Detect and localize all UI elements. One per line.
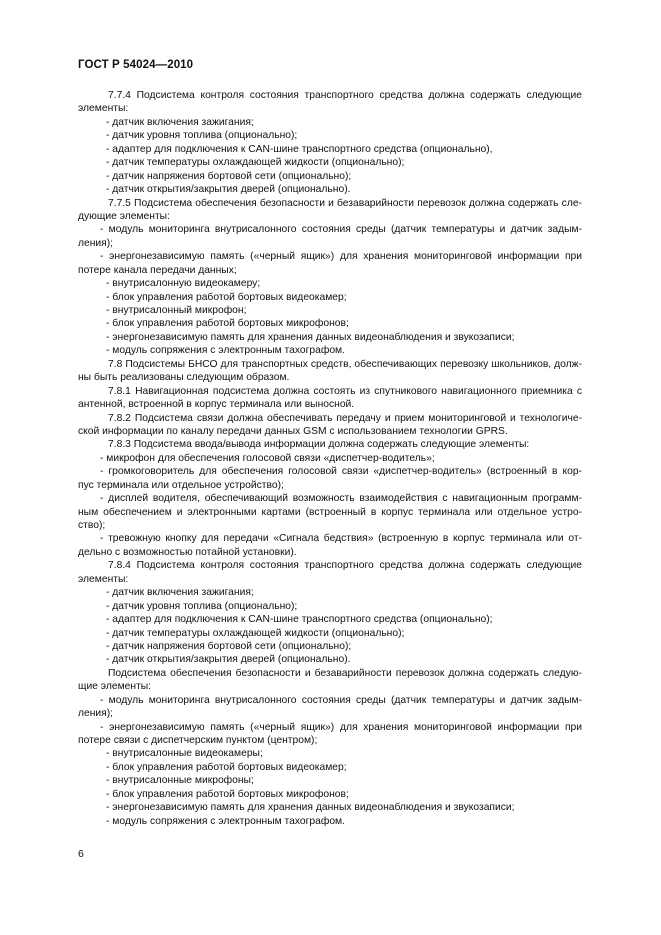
text-line: ления); [78,237,114,249]
text-line: - датчик уровня топлива (опционально); [106,130,298,142]
text-line: - модуль мониторинга внутрисалонного состояния среды (датчик температуры и датчик задым- [100,694,582,706]
text-line: дельно с возможностью потайной установки). [78,546,297,558]
text-line: 7.8.2 Подсистема связи должна обеспечивать передачу и прием мониторинговой и технологиче- [108,412,582,424]
text-line: - модуль мониторинга внутрисалонного состояния среды (датчик температуры и датчик задым- [100,224,582,236]
text-line: - внутрисалонные видеокамеры; [106,748,263,760]
text-line: ным обеспечением и электронными картами (встроенный в корпус терминала или отдельное устро- [78,506,582,518]
text-line: 7.7.5 Подсистема обеспечения безопасности и безаварийности перевозок должна содержать сле- [108,197,582,209]
text-line: 7.7.4 Подсистема контроля состояния транспортного средства должна содержать следующие [108,90,582,101]
text-line: - датчик открытия/закрытия дверей (опционально). [106,184,351,196]
text-line: 7.8.4 Подсистема контроля состояния транспортного средства должна содержать следующие [108,560,582,572]
text-line: ство); [78,520,106,531]
text-line: - громкоговоритель для обеспечения голосовой связи «диспетчер-водитель» (встроенный в кор- [100,466,582,478]
text-line: потере связи с диспетчерским пунктом (центром); [78,735,318,746]
text-line: - модуль сопряжения с электронным тахографом. [106,815,345,827]
text-line: - внутрисалонные микрофоны; [106,775,254,787]
text-line: - энергонезависимую память для хранения данных видеонаблюдения и звукозаписи; [106,331,515,343]
text-line: - энергонезависимую память для хранения данных видеонаблюдения и звукозаписи; [106,802,515,814]
text-line: - энергонезависимую память («черный ящик») для хранения мониторинговой информации при [100,721,582,733]
text-line: элементы: [78,573,129,585]
text-line: - датчик уровня топлива (опционально); [106,600,298,612]
document-body [78,89,582,828]
text-line: - датчик включения зажигания; [106,116,254,128]
text-line: - блок управления работой бортовых микрофонов; [106,788,349,800]
text-line: Подсистема обеспечения безопасности и безаварийности перевозок должна содержать следую- [108,667,582,679]
text-line: - модуль сопряжения с электронным тахографом. [106,345,345,357]
text-line: - датчик температуры охлаждающей жидкости (опционально); [106,157,405,169]
text-line: пус терминала или отдельное устройство); [78,479,284,491]
text-line: - внутрисалонную видеокамеру; [106,278,261,290]
text-line: - адаптер для подключения к CAN-шине транспортного средства (опционально), [106,143,493,155]
text-line: - внутрисалонный микрофон; [106,305,247,316]
text-line: дующие элементы: [78,210,170,222]
text-line: элементы: [78,103,129,115]
text-line: - адаптер для подключения к CAN-шине транспортного средства (опционально); [106,614,493,626]
text-line: щие элементы: [78,681,152,693]
text-line: - микрофон для обеспечения голосовой связи «диспетчер-водитель»; [100,452,435,464]
text-line: 7.8.3 Подсистема ввода/вывода информации должна содержать следующие элементы: [108,439,530,451]
text-line: - датчик открытия/закрытия дверей (опционально). [106,654,351,666]
text-line: - дисплей водителя, обеспечивающий возможность взаимодействия с навигационным программ- [100,493,582,505]
text-line: - датчик напряжения бортовой сети (опционально); [106,170,352,182]
text-line: - датчик температуры охлаждающей жидкости (опционально); [106,627,405,639]
text-line: ны быть реализованы следующим образом. [78,372,290,384]
text-line: - тревожную кнопку для передачи «Сигнала бедствия» (встроенную в корпус терминала или от- [100,533,582,545]
text-line: потере канала передачи данных; [78,264,237,276]
text-line: ления); [78,708,114,720]
text-line: ской информации по каналу передачи данных GSM с использованием технологии GPRS. [78,425,508,437]
page-number: 6 [78,848,84,860]
text-line: - энергонезависимую память («черный ящик») для хранения мониторинговой информации при [100,251,582,263]
text-line: 7.8.1 Навигационная подсистема должна состоять из спутникового навигационного приемника с [108,385,582,397]
text-line: антенной, встроенной в корпус терминала или выносной. [78,399,355,411]
text-line: - блок управления работой бортовых видеокамер; [106,761,347,773]
text-line: - датчик напряжения бортовой сети (опционально); [106,640,352,652]
text-line: - блок управления работой бортовых видеокамер; [106,291,347,303]
text-line: - блок управления работой бортовых микрофонов; [106,318,349,330]
text-line: - датчик включения зажигания; [106,587,254,599]
text-line: 7.8 Подсистемы БНСО для транспортных средств, обеспечивающих перевозку школьников, долж- [108,358,582,370]
document-header: ГОСТ Р 54024—2010 [78,59,194,71]
